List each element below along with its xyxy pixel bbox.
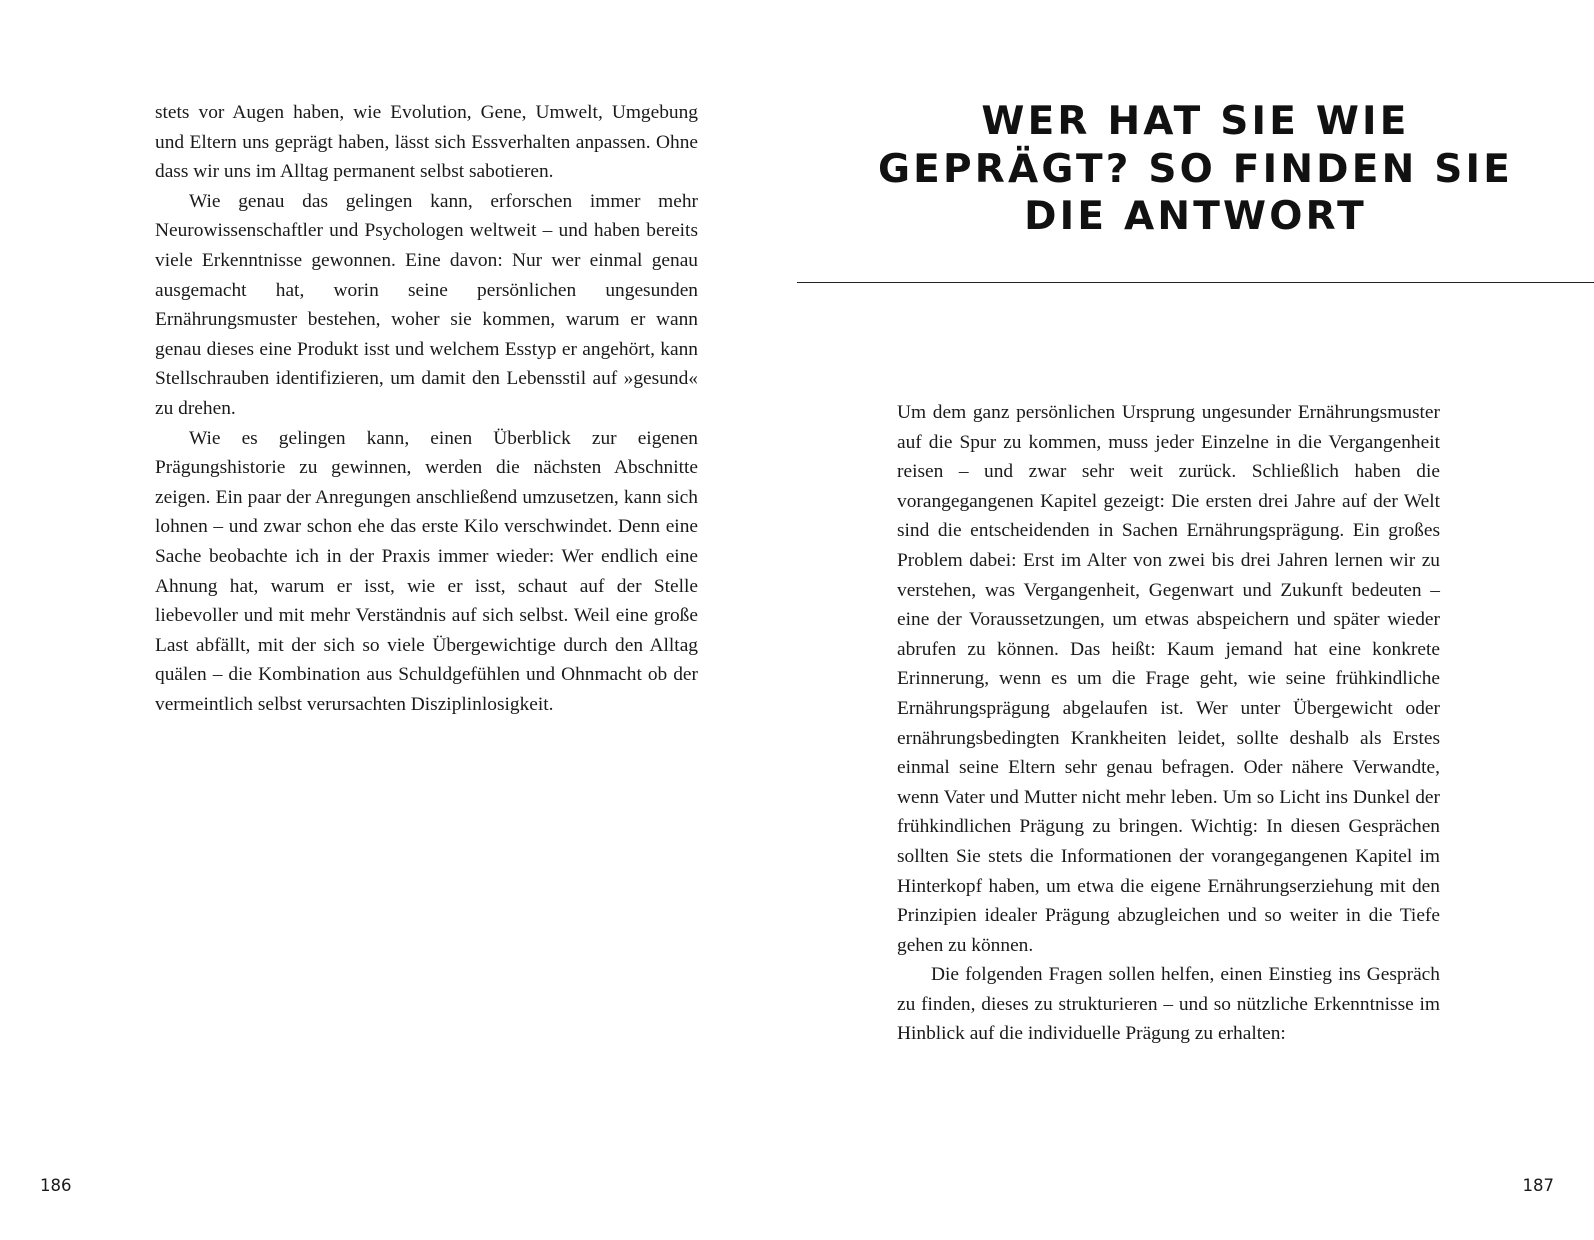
body-paragraph: stets vor Augen haben, wie Evolution, Gene, Umwelt, Umgebung und Eltern uns geprägt haben, lässt sich Essverhalten anpassen. Ohne dass wir uns im Alltag permanent selbst sabotieren. [155, 102, 698, 183]
heading-line: GEPRÄGT? SO FINDEN SIE [877, 146, 1514, 192]
body-paragraph: Um dem ganz persönlichen Ursprung ungesunder Ernährungsmuster auf die Spur zu kommen, muss jeder Einzelne in die Vergangenheit reisen – und zwar sehr weit zurück. Schließlich haben die vorangegangenen Kapitel gezeigt: Die ersten drei Jahre auf der Welt sind die entscheidenden in Sachen Ernährungsprägung. Ein großes Problem dabei: Erst im Alter von zwei bis drei Jahren lernen wir zu verstehen, was Vergangenheit, Gegenwart und Zukunft bedeuten – eine der Voraussetzungen, um etwas abspeichern und später wieder abrufen zu können. Das heißt: Kaum jemand hat eine konkrete Erinnerung, wenn es um die Frage geht, wie seine frühkindliche Ernährungsprägung abgelaufen ist. Wer unter Übergewicht oder ernährungsbedingten Krankheiten leidet, sollte deshalb als Erstes einmal seine Eltern sehr genau befragen. Oder nähere Verwandte, wenn Vater und Mutter nicht mehr leben. Um so Licht ins Dunkel der frühkindlichen Prägung zu bringen. Wichtig: In diesen Gesprächen sollten Sie stets die Informationen der vorangegangenen Kapitel im Hinterkopf haben, um etwa die eigene Ernährungserziehung mit den Prinzipien idealer Prägung abzugleichen und so weiter in die Tiefe gehen zu können. [897, 402, 1440, 956]
body-paragraph: Die folgenden Fragen sollen helfen, einen Einstieg ins Gespräch zu finden, dieses zu strukturieren – und so nützliche Erkenntnisse im Hinblick auf die individuelle Prägung zu erhalten: [897, 964, 1440, 1045]
page-number: 187 [1522, 1176, 1554, 1195]
chapter-heading [797, 98, 1594, 241]
page-number: 186 [40, 1176, 72, 1195]
right-body-text [897, 398, 1440, 1049]
body-paragraph: Wie genau das gelingen kann, erforschen immer mehr Neurowissenschaftler und Psychologen weltweit – und haben bereits viele Erkenntnisse gewonnen. Eine davon: Nur wer einmal genau ausgemacht hat, worin seine persönlichen ungesunden Ernährungsmuster bestehen, woher sie kommen, warum er wann genau dieses eine Produkt isst und welchem Esstyp er angehört, kann Stellschrauben identifizieren, um damit den Lebensstil auf »gesund« zu drehen. [155, 190, 698, 419]
heading-divider [797, 282, 1594, 283]
body-paragraph: Wie es gelingen kann, einen Überblick zur eigenen Prägungshistorie zu gewinnen, werden die nächsten Abschnitte zeigen. Ein paar der Anregungen anschließend umzusetzen, kann sich lohnen – und zwar schon ehe das erste Kilo verschwindet. Denn eine Sache beobachte ich in der Praxis immer wieder: Wer endlich eine Ahnung hat, warum er isst, wie er isst, schaut auf der Stelle liebevoller und mit mehr Verständnis auf sich selbst. Weil eine große Last abfällt, mit der sich so viele Übergewichtige durch den Alltag quälen – die Kombination aus Schuldgefühlen und Ohnmacht ob der vermeintlich selbst verursachten Disziplinlosigkeit. [155, 427, 698, 715]
heading-line: DIE ANTWORT [1024, 194, 1367, 239]
left-body-text [155, 98, 698, 719]
heading-line: WER HAT SIE WIE [981, 99, 1410, 144]
right-page [797, 0, 1594, 1240]
